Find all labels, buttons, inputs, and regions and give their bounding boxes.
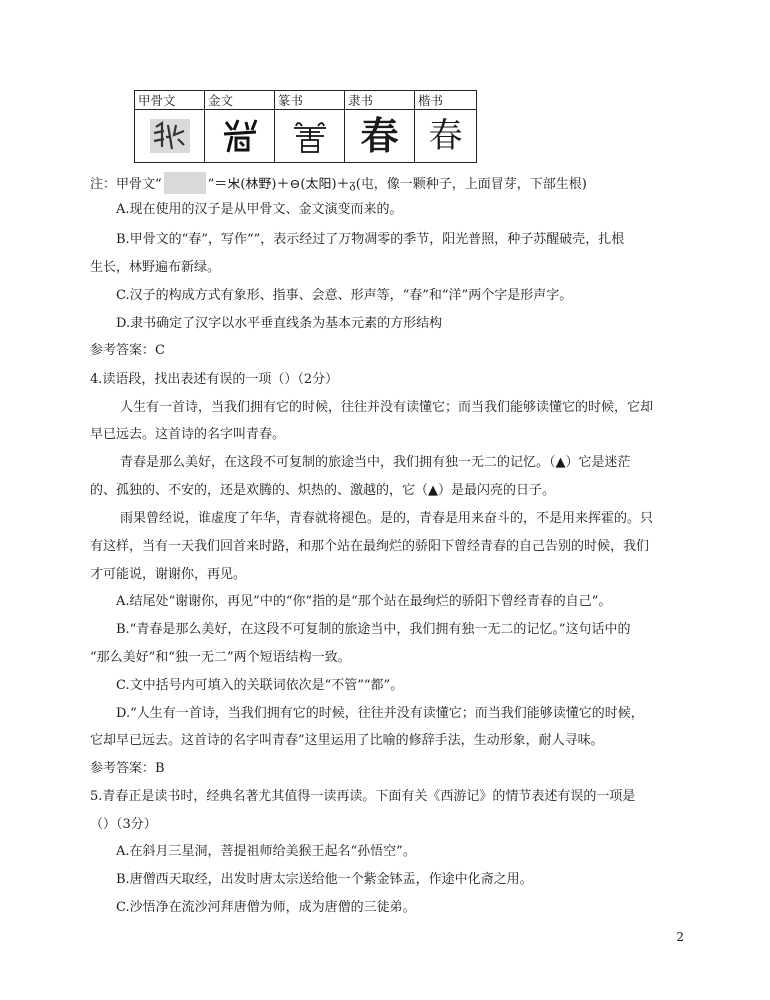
- q5-option-b: B.唐僧西天取经，出发时唐太宗送给他一个紫金钵盂，作途中化斋之用。: [116, 872, 533, 887]
- seal-chun-glyph: [288, 116, 332, 156]
- regular-chun-glyph: 春: [428, 116, 463, 156]
- q5-option-c: C.沙悟净在流沙河拜唐僧为师，成为唐僧的三徒弟。: [116, 900, 416, 915]
- forest-glyph-icon: 𣎵: [227, 177, 241, 192]
- glyph-jiaguwen-cell: [135, 110, 205, 163]
- q4-passage-p3-line2: 有这样，当有一天我们回首来时路，和那个站在最绚烂的骄阳下曾经青春的自己告别的时候，我们: [90, 539, 650, 554]
- q4-passage-p3-line3: 才可能说，谢谢你，再见。: [90, 567, 247, 582]
- bronze-chun-glyph: [218, 116, 262, 156]
- note-part1: (林野)＋: [240, 177, 290, 192]
- oracle-bone-chun-image: [150, 119, 190, 153]
- q4-passage-p1-line1: 人生有一首诗，当我们拥有它的时候，往往并没有读懂它；而当我们能够读懂它的时候，它却: [120, 400, 654, 415]
- q4-passage-p1-line2: 早已远去。这首诗的名字叫青春。: [90, 427, 286, 442]
- header-kaishu: 楷书: [415, 91, 477, 110]
- q4-option-b-line2: “那么美好”和“独一无二”两个短语结构一致。: [90, 650, 351, 665]
- q4-option-c: C.文中括号内可填入的关联词依次是“不管”“都”。: [116, 678, 404, 693]
- q4-option-a: A.结尾处“谢谢你，再见”中的“你”指的是“那个站在最绚烂的骄阳下曾经青春的自己”。: [116, 594, 612, 609]
- q5-title-line1: 5.青春正是读书时，经典名著尤其值得一读再读。下面有关《西游记》的情节表述有误的一项是: [90, 789, 636, 804]
- header-lishu: 隶书: [345, 91, 415, 110]
- q3-answer: 参考答案：C: [90, 343, 165, 358]
- sun-glyph-icon: ⊖: [289, 177, 301, 192]
- q5-option-a: A.在斜月三星洞，菩提祖师给美猴王起名“孙悟空”。: [116, 844, 416, 859]
- q3-option-a: A.现在使用的汉子是从甲骨文、金文演变而来的。: [116, 202, 403, 217]
- glyph-jinwen-cell: [205, 110, 275, 163]
- q3-option-b-line1: B.甲骨文的“春”，写作“”，表示经过了万物凋零的季节，阳光普照，种子苏醒破壳，扎根: [116, 232, 625, 247]
- script-evolution-table: [134, 90, 477, 163]
- header-jinwen: 金文: [205, 91, 275, 110]
- header-zhuanshu: 篆书: [275, 91, 345, 110]
- q4-option-d-line2: 它却早已远去。这首诗的名字叫青春”这里运用了比喻的修辞手法，生动形象，耐人寻味。: [90, 733, 604, 748]
- q3-option-b-line2: 生长，林野遍布新绿。: [90, 260, 221, 275]
- glyph-kaishu-cell: [415, 110, 477, 163]
- q3-option-d: D.隶书确定了汉字以水平垂直线条为基本元素的方形结构: [116, 316, 443, 331]
- q4-option-d-line1: D.“人生有一首诗，当我们拥有它的时候，往往并没有读懂它；而当我们能够读懂它的时候，: [116, 706, 644, 721]
- table-note: [90, 172, 587, 194]
- page-number: 2: [676, 930, 684, 944]
- note-prefix: 注：甲骨文“: [90, 177, 162, 192]
- q4-passage-p3-line1: 雨果曾经说，谁虚度了年华，青春就将褪色。是的，青春是用来奋斗的，不是用来挥霍的。只: [120, 511, 654, 526]
- table-header-row: [135, 91, 477, 110]
- note-part2: (太阳)＋: [300, 177, 350, 192]
- oracle-bone-inline-image: [164, 172, 206, 194]
- glyph-lishu-cell: [345, 110, 415, 163]
- note-part3: (屯，像一颗种子，上面冒芽，下部生根): [355, 177, 587, 192]
- q4-passage-p2-line2: 的、孤独的、不安的，还是欢腾的、炽热的、激越的，它（▲）是最闪亮的日子。: [90, 483, 555, 498]
- q3-option-c: C.汉子的构成方式有象形、指事、会意、形声等，“春”和“洋”两个字是形声字。: [116, 288, 573, 303]
- glyph-zhuanshu-cell: [275, 110, 345, 163]
- q5-title-line2: （）（3分）: [90, 817, 157, 832]
- q4-passage-p2-line1: 青春是那么美好，在这段不可复制的旅途当中，我们拥有独一无二的记忆。（▲）它是迷茫: [120, 455, 631, 470]
- note-eq: ”＝: [207, 177, 228, 192]
- sprout-glyph-icon: ᵹ: [349, 177, 356, 192]
- clerical-chun-glyph: 春: [360, 113, 399, 158]
- q4-answer: 参考答案：B: [90, 761, 165, 776]
- table-glyph-row: [135, 110, 477, 163]
- q4-option-b-line1: B.“青春是那么美好，在这段不可复制的旅途当中，我们拥有独一无二的记忆。”这句话中的: [116, 622, 631, 637]
- q4-title: 4.读语段，找出表述有误的一项（）（2分）: [90, 372, 339, 387]
- header-jiaguwen: 甲骨文: [135, 91, 205, 110]
